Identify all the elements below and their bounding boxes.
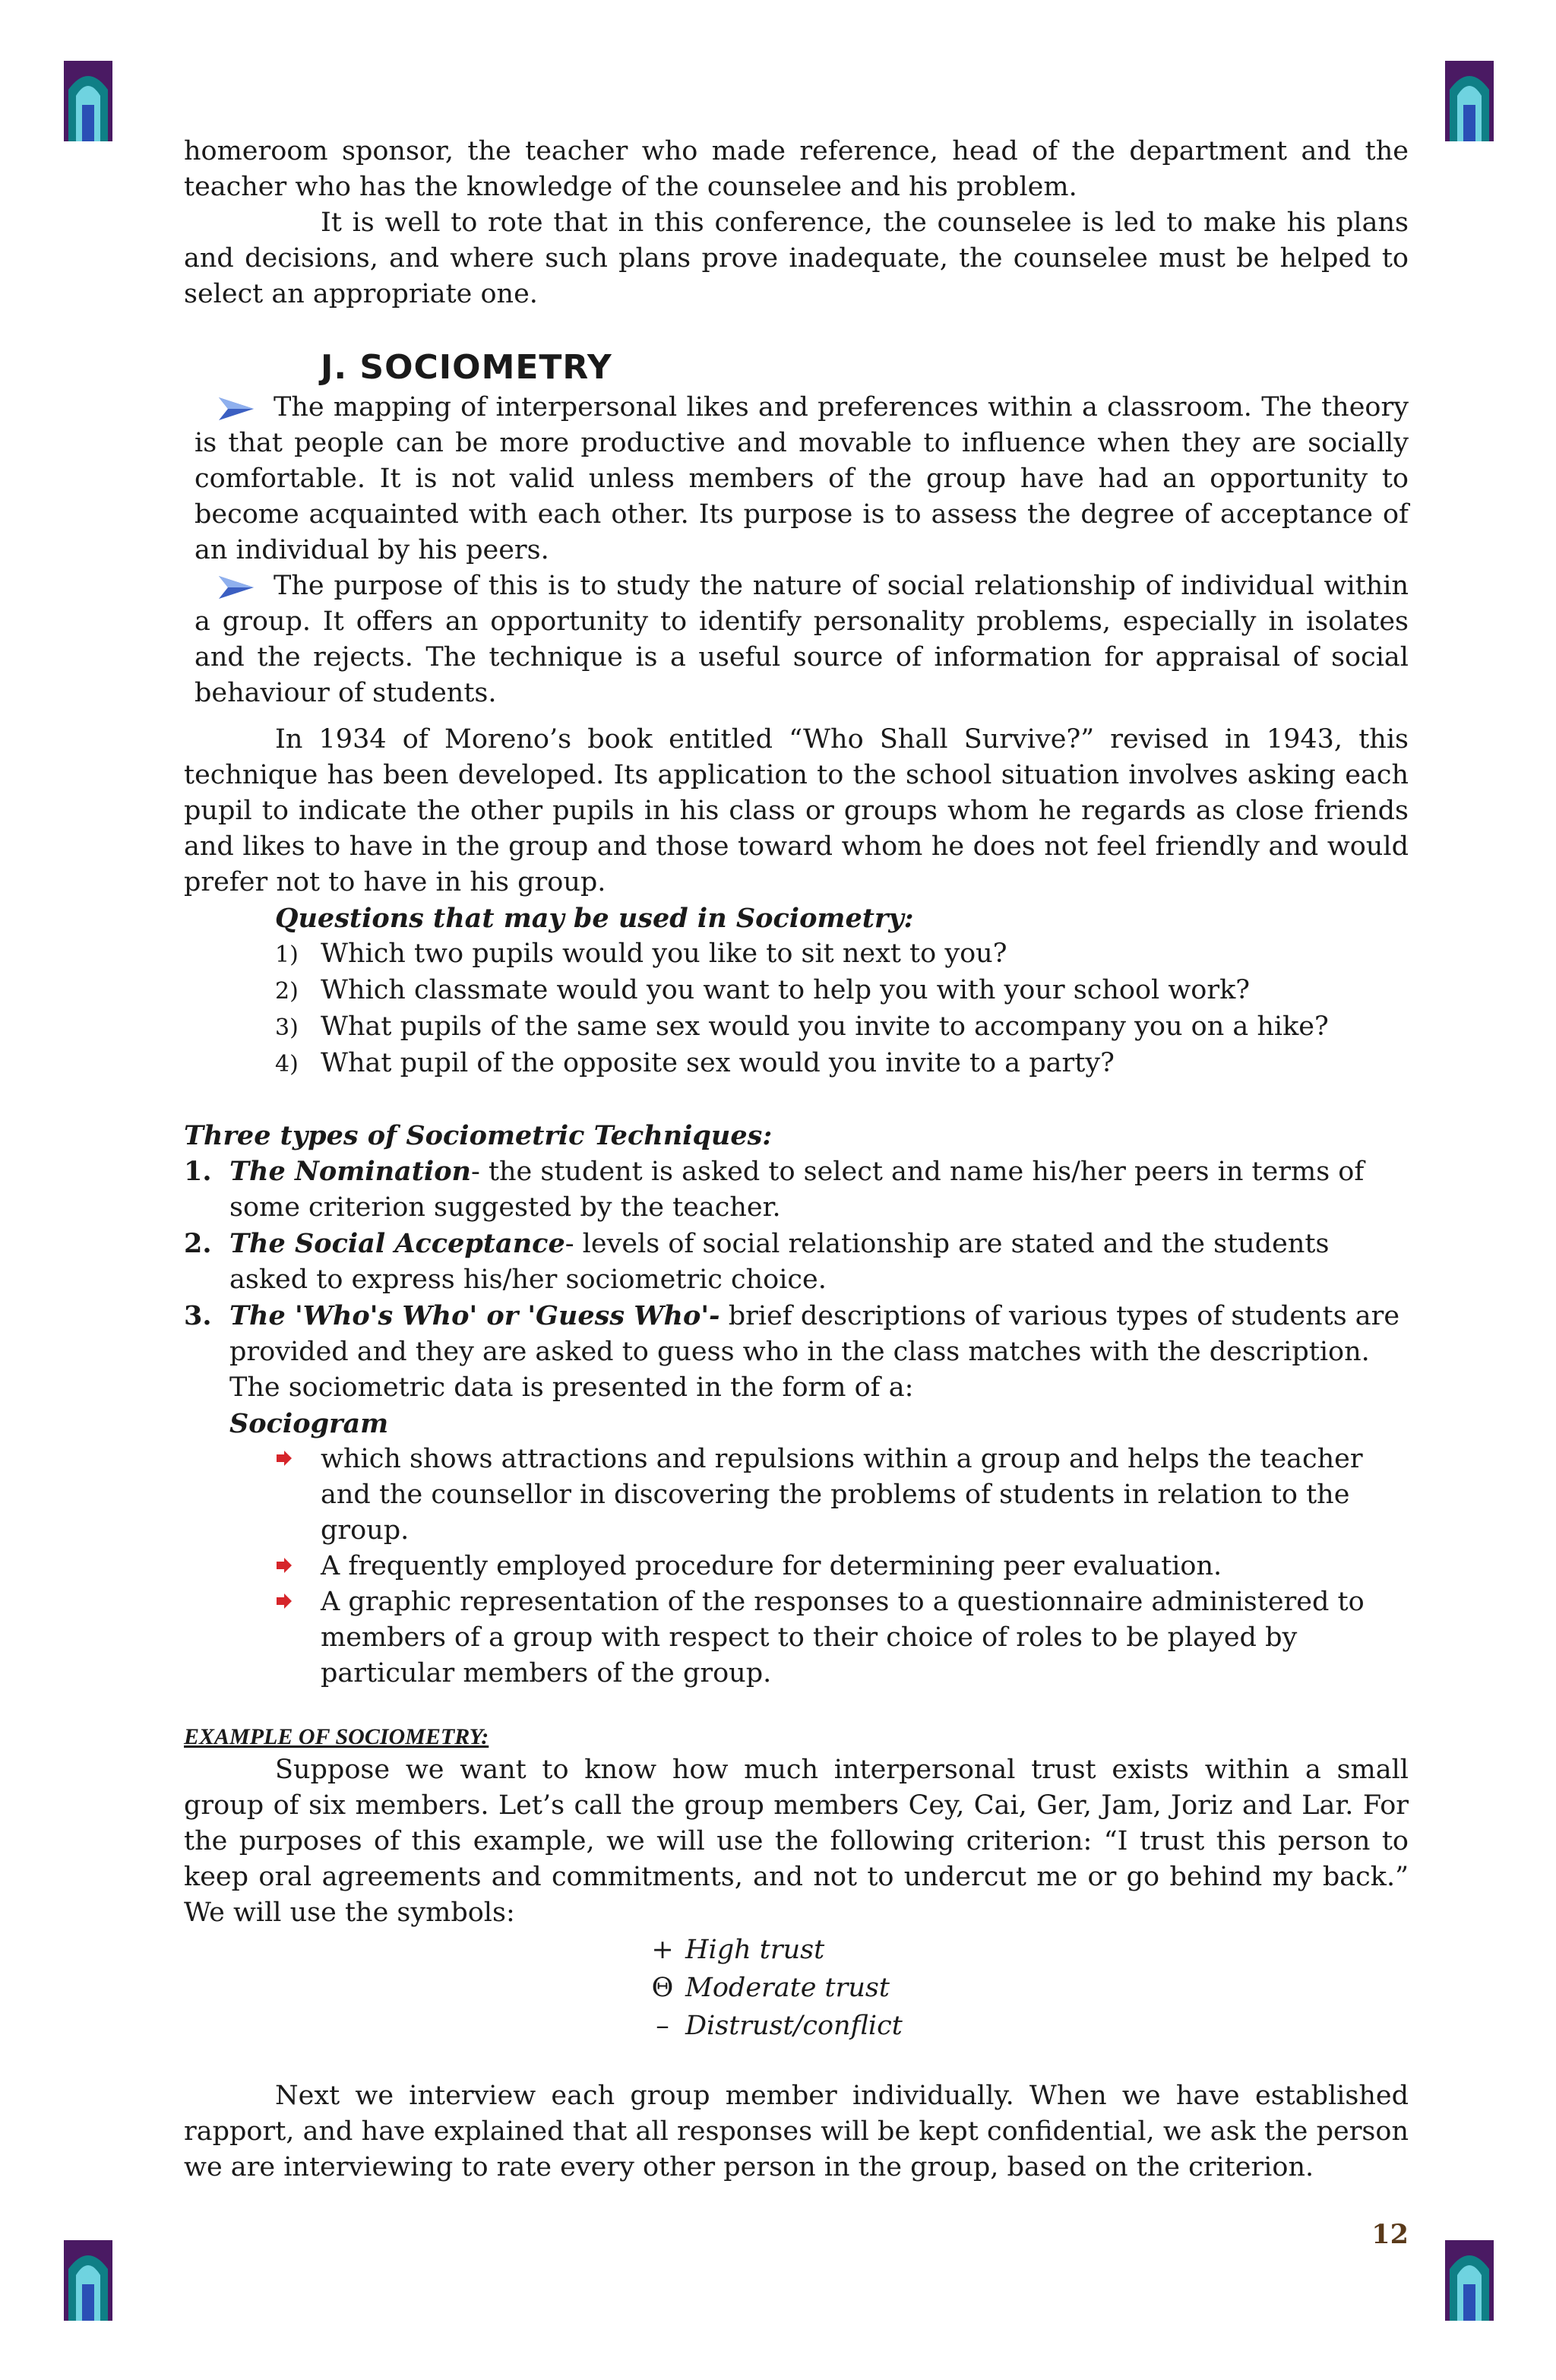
symbol-glyph: – xyxy=(656,2011,669,2041)
arrow-bullet-icon xyxy=(217,574,255,600)
sociogram-bullets xyxy=(275,1442,1409,1692)
symbol-glyph: + xyxy=(651,1935,674,1965)
trust-symbols xyxy=(640,1931,1409,2045)
history-paragraph: In 1934 of Moreno’s book entitled “Who Shall Survive?” revised in 1943, this technique has been developed. Its application to the school situation involves asking each pupil to indicate the other pupils in his class or groups whom he regards as close friends and likes to have in the group and those toward whom he does not feel friendly and would prefer not to have in his group. xyxy=(184,724,1409,897)
list-number: 2) xyxy=(275,978,299,1005)
symbol-label: Moderate trust xyxy=(685,1973,890,2003)
red-arrow-icon xyxy=(275,1556,293,1575)
intro-paragraph-2: It is well to rote that in this conference, the counselee is led to make his plans and decisions, and where such plans prove inadequate, the counselee must be helped to select an appropriate one. xyxy=(184,207,1409,309)
symbol-glyph: Θ xyxy=(651,1973,674,2003)
questions-title: Questions that may be used in Sociometry: xyxy=(275,903,914,934)
list-item xyxy=(275,1009,1409,1046)
technique-term: The Social Acceptance xyxy=(229,1228,565,1259)
technique-description: - the student is asked to select and name his/her peers in terms of some criterion suggested by the teacher. xyxy=(229,1157,1365,1223)
technique-description: brief descriptions of various types of students are provided and they are asked to guess who in the class matches with the description. xyxy=(229,1301,1400,1367)
sociogram-title: Sociogram xyxy=(229,1408,389,1439)
arrow-paragraph-2 xyxy=(184,568,1409,711)
arrow-paragraph-1 xyxy=(184,390,1409,568)
list-item xyxy=(275,1442,1409,1549)
corner-ornament-top-right xyxy=(1444,59,1495,143)
arrow-paragraph-1-text: The mapping of interpersonal likes and preferences within a classroom. The theory is that people can be more productive and movable to influence when they are socially comfortable. It is not valid unless members of the group have had an opportunity to become acquainted with each other. Its purpose is to assess the degree of acceptance of an individual by his peers. xyxy=(194,392,1409,565)
list-number: 1) xyxy=(275,942,299,968)
arrow-paragraph-2-text: The purpose of this is to study the nature of social relationship of individual within a group. It offers an opportunity to identify personality problems, especially in isolates and the rejects. The technique is a useful source of information for appraisal of social behaviour of students. xyxy=(194,571,1409,708)
list-number: 2. xyxy=(184,1228,212,1259)
symbol-row xyxy=(640,2007,1409,2045)
list-item xyxy=(275,1046,1409,1082)
list-item-text: Which two pupils would you like to sit next to you? xyxy=(321,938,1007,969)
red-arrow-icon xyxy=(275,1449,293,1467)
intro-paragraph-1: homeroom sponsor, the teacher who made reference, head of the department and the teacher who has the knowledge of the counselee and his problem. xyxy=(184,136,1409,202)
page-content xyxy=(184,134,1409,2185)
list-item xyxy=(275,1584,1409,1692)
arrow-bullet-icon xyxy=(217,396,255,422)
list-item xyxy=(275,936,1409,973)
technique-term: The Nomination xyxy=(229,1156,471,1187)
corner-ornament-bottom-right xyxy=(1444,2239,1495,2322)
list-number: 3) xyxy=(275,1014,299,1041)
list-item-text: which shows attractions and repulsions within a group and helps the teacher and the counsellor in discovering the problems of students in relation to the group. xyxy=(321,1444,1363,1546)
list-item xyxy=(184,1226,1409,1298)
example-paragraph-2: Next we interview each group member individually. When we have established rapport, and have explained that all responses will be kept confidential, we ask the person we are interviewing to rate every other person in the group, based on the criterion. xyxy=(184,2081,1409,2182)
corner-ornament-top-left xyxy=(62,59,114,143)
symbol-row xyxy=(640,1969,1409,2007)
symbol-label: Distrust/conflict xyxy=(685,2011,903,2041)
types-list xyxy=(184,1154,1409,1442)
page-number: 12 xyxy=(1371,2219,1409,2250)
corner-ornament-bottom-left xyxy=(62,2239,114,2322)
technique-term: The 'Who's Who' or 'Guess Who'- xyxy=(229,1300,720,1331)
list-number: 3. xyxy=(184,1300,212,1331)
list-item xyxy=(275,973,1409,1009)
list-item xyxy=(184,1154,1409,1226)
symbol-row xyxy=(640,1931,1409,1969)
example-paragraph-1: Suppose we want to know how much interpersonal trust exists within a small group of six members. Let’s call the group members Cey, Cai, Ger, Jam, Joriz and Lar. For the purposes of this example, we will use the following criterion: “I trust this person to keep oral agreements and commitments, and not to undercut me or go behind my back.” We will use the symbols: xyxy=(184,1755,1409,1928)
list-item xyxy=(275,1549,1409,1584)
list-item-text: A graphic representation of the responses to a questionnaire administered to members of a group with respect to their choice of roles to be played by particular members of the group. xyxy=(321,1587,1365,1688)
list-item-text: Which classmate would you want to help you with your school work? xyxy=(321,975,1251,1005)
list-item-text: What pupil of the opposite sex would you invite to a party? xyxy=(321,1048,1115,1078)
sociometric-data-line: The sociometric data is presented in the form of a: xyxy=(229,1372,914,1403)
list-number: 4) xyxy=(275,1051,299,1078)
red-arrow-icon xyxy=(275,1592,293,1610)
list-item xyxy=(184,1298,1409,1370)
list-number: 1. xyxy=(184,1156,212,1187)
example-title: EXAMPLE OF SOCIOMETRY: xyxy=(184,1724,489,1749)
section-heading: J. SOCIOMETRY xyxy=(321,348,612,387)
list-item-text: A frequently employed procedure for determining peer evaluation. xyxy=(321,1551,1222,1581)
types-title: Three types of Sociometric Techniques: xyxy=(184,1120,773,1151)
list-item-text: What pupils of the same sex would you invite to accompany you on a hike? xyxy=(321,1011,1329,1042)
questions-list xyxy=(275,936,1409,1082)
technique-description: - levels of social relationship are stated and the students asked to express his/her sociometric choice. xyxy=(229,1229,1330,1295)
symbol-label: High trust xyxy=(685,1935,825,1965)
